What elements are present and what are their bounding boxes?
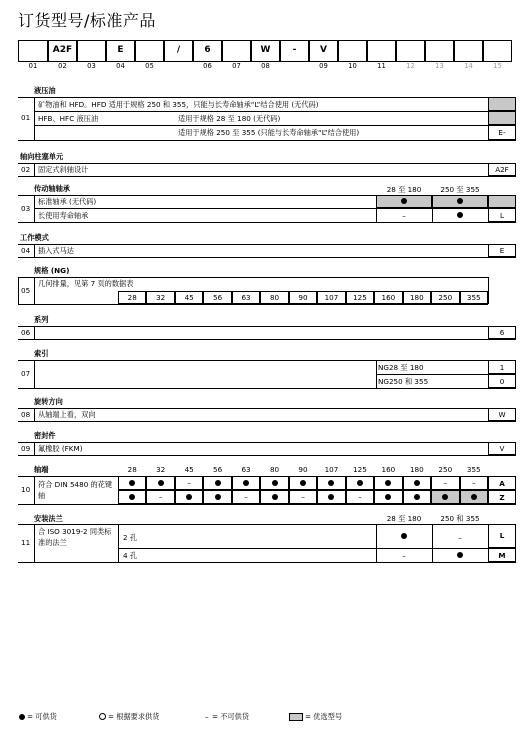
size-label: 180	[409, 293, 424, 302]
order-code-index: 06	[203, 62, 212, 70]
flange-row-1: 2 孔	[123, 533, 138, 542]
section-num: 09	[21, 444, 31, 453]
flange-code-2: M	[498, 551, 506, 560]
not-available-dash: –	[158, 492, 163, 501]
legend-on-request-ring	[99, 713, 106, 720]
unit-text: 固定式斜轴设计	[38, 165, 89, 174]
section-num: 06	[21, 328, 31, 337]
order-code-index: 01	[28, 62, 38, 70]
index-row-1: NG28 至 180	[378, 363, 424, 372]
order-code-indices	[18, 61, 516, 71]
order-code-index: 09	[319, 62, 328, 70]
not-available-dash: –	[244, 492, 248, 501]
flange-row-2: 4 孔	[123, 551, 138, 560]
not-available-dash: –	[443, 478, 448, 487]
section-num: 01	[21, 113, 31, 122]
size-label: 63	[241, 293, 251, 302]
section-heading-bearing: 传动轴轴承	[34, 184, 70, 193]
section-heading-rotation: 旋转方向	[34, 397, 63, 406]
fluid-row-2: 适用于规格 28 至 180 (无代码)	[178, 114, 281, 123]
section-num: 05	[21, 286, 31, 295]
available-dot	[357, 480, 363, 486]
section-num: 04	[21, 246, 31, 255]
bearing-row-1: 标准轴承 (无代码)	[38, 197, 97, 206]
section-num: 02	[21, 165, 31, 174]
available-dot	[457, 212, 463, 218]
shaft-row-Z	[118, 490, 488, 504]
size-label: 63	[241, 465, 251, 474]
size-label: 250	[438, 293, 453, 302]
order-code-value: /	[176, 45, 181, 55]
fluid-row-3: 适用于规格 250 至 355 (只能与长寿命轴承“L”结合使用)	[178, 128, 360, 137]
not-available-dash: –	[458, 533, 462, 542]
size-label: 28	[127, 465, 137, 474]
available-dot	[401, 533, 407, 539]
available-dot	[414, 494, 420, 500]
order-code-box	[396, 40, 425, 62]
available-dot	[471, 494, 477, 500]
size-label: 355	[466, 293, 481, 302]
legend-preferred-swatch	[289, 713, 303, 721]
order-code-index: 07	[232, 62, 241, 70]
order-code-bar	[18, 40, 516, 62]
bearing-col-2: 250 至 355	[440, 185, 480, 194]
size-label: 90	[298, 293, 308, 302]
order-code-value: A2F	[52, 45, 73, 55]
legend-on-request: = 根据要求供货	[108, 712, 160, 721]
section-heading-shaft: 轴端	[34, 465, 49, 474]
bearing-code-2: L	[499, 211, 504, 220]
shaft-code-Z: Z	[499, 493, 505, 502]
legend-available-dot	[19, 714, 25, 720]
series-code: 6	[499, 328, 505, 337]
size-label: 28	[127, 293, 137, 302]
bearing-col-1: 28 至 180	[386, 185, 422, 194]
section-heading-mode: 工作模式	[20, 233, 49, 242]
order-code-value: 6	[204, 45, 211, 55]
size-label: 56	[213, 293, 223, 302]
not-available-dash: –	[471, 478, 476, 487]
section-heading-size: 规格 (NG)	[34, 266, 70, 275]
fluid-row-2-label: HFB、HFC 液压油	[38, 114, 99, 123]
order-code-index: 03	[87, 62, 96, 70]
size-label: 250	[438, 465, 453, 474]
available-dot	[457, 552, 463, 558]
legend-preferred: = 优选型号	[305, 712, 343, 721]
section-heading-fluid: 液压油	[34, 86, 56, 95]
order-code-index: 08	[261, 62, 270, 70]
available-dot	[158, 480, 164, 486]
fluid-row-3-code: E-	[498, 128, 506, 137]
order-code-value: V	[320, 45, 327, 55]
size-label: 107	[324, 293, 339, 302]
order-code-box	[483, 40, 512, 62]
size-label: 45	[184, 465, 194, 474]
fluid-row-1: 矿物油和 HFD。HFD 适用于规格 250 和 355，只能与长寿命轴承“L”结合使用 (无代码)	[38, 100, 319, 109]
flange-code-1: L	[499, 531, 505, 540]
order-code-index: 11	[377, 62, 386, 70]
mode-code: E	[499, 246, 505, 255]
not-available-dash: –	[358, 492, 362, 501]
page-title: 订货型号/标准产品	[18, 11, 156, 30]
order-code-box	[338, 40, 367, 62]
section-heading-index: 索引	[34, 349, 49, 358]
size-label: 355	[466, 465, 481, 474]
section-heading-flange: 安装法兰	[34, 514, 63, 523]
order-code-value: -	[292, 45, 297, 55]
not-available-dash: –	[187, 478, 191, 487]
fluid-row-1-code	[488, 97, 516, 111]
size-label: 90	[298, 465, 308, 474]
order-code-box	[77, 40, 106, 62]
available-dot	[215, 494, 221, 500]
index-row-2: NG250 和 355	[378, 377, 429, 386]
size-row	[118, 291, 488, 304]
available-dot	[300, 480, 306, 486]
order-code-index: 15	[493, 62, 502, 70]
not-available-dash: –	[402, 211, 406, 220]
available-dot	[457, 198, 463, 204]
flange-text: 合 ISO 3019-2 同类标准的法兰	[38, 527, 112, 547]
size-text: 几何排量，见第 7 页的数据表	[38, 279, 134, 288]
legend-available: = 可供货	[27, 712, 57, 721]
order-code-box	[367, 40, 396, 62]
section-heading-series: 系列	[34, 315, 49, 324]
size-label: 125	[353, 293, 367, 302]
size-label: 56	[213, 465, 223, 474]
shaft-code-A: A	[499, 479, 505, 488]
flange-col-1: 28 至 180	[386, 514, 422, 523]
size-label: 32	[156, 293, 166, 302]
available-dot	[401, 198, 407, 204]
order-code-index: 10	[348, 62, 357, 70]
size-label: 80	[269, 465, 280, 474]
available-dot	[272, 480, 278, 486]
flange-col-2: 250 和 355	[440, 514, 480, 523]
available-dot	[272, 494, 278, 500]
section-num: 03	[21, 204, 31, 213]
available-dot	[215, 480, 221, 486]
section-num: 07	[21, 369, 31, 378]
index-code-1: 1	[499, 363, 505, 372]
order-code-box	[222, 40, 251, 62]
size-label: 32	[156, 465, 166, 474]
index-code-2: 0	[499, 377, 505, 386]
legend-dash: –	[205, 712, 209, 721]
order-code-box	[135, 40, 164, 62]
size-label: 160	[381, 465, 396, 474]
section-num: 11	[21, 538, 31, 547]
available-dot	[414, 480, 420, 486]
shaft-size-header	[118, 465, 488, 475]
size-label: 180	[409, 465, 424, 474]
order-code-box	[425, 40, 454, 62]
rotation-code: W	[498, 410, 506, 419]
order-code-index: 05	[145, 62, 154, 70]
section-num: 10	[21, 485, 31, 494]
order-code-index: 04	[116, 62, 125, 70]
size-label: 160	[381, 293, 396, 302]
order-code-value: E	[117, 45, 124, 55]
section-heading-unit: 轴向柱塞单元	[20, 152, 64, 161]
size-label: 107	[324, 465, 339, 474]
order-code-index: 12	[406, 62, 415, 70]
fluid-row-2-code	[488, 111, 516, 125]
shaft-text: 符合 DIN 5480 的花键轴	[38, 480, 113, 500]
rotation-text: 从轴端上看，双向	[38, 410, 96, 419]
not-available-dash: –	[301, 492, 305, 501]
order-code-box	[454, 40, 483, 62]
shaft-row-A	[118, 476, 488, 490]
bearing-row-2: 长使用寿命轴承	[38, 211, 89, 220]
seal-code: V	[499, 444, 505, 453]
order-code-index: 13	[435, 62, 444, 70]
size-label: 125	[353, 465, 367, 474]
order-code-index: 14	[464, 62, 473, 70]
legend-not-available: = 不可供货	[212, 712, 250, 721]
mode-text: 插入式马达	[38, 246, 74, 255]
section-num: 08	[21, 410, 31, 419]
size-label: 80	[269, 293, 280, 302]
section-heading-seal: 密封件	[34, 431, 56, 440]
unit-code: A2F	[495, 165, 509, 174]
size-label: 45	[184, 293, 194, 302]
order-code-value: W	[260, 45, 271, 55]
order-code-box	[18, 40, 48, 62]
seal-text: 氟橡胶 (FKM)	[38, 444, 83, 453]
order-code-index: 02	[58, 62, 67, 70]
not-available-dash: –	[402, 551, 406, 560]
